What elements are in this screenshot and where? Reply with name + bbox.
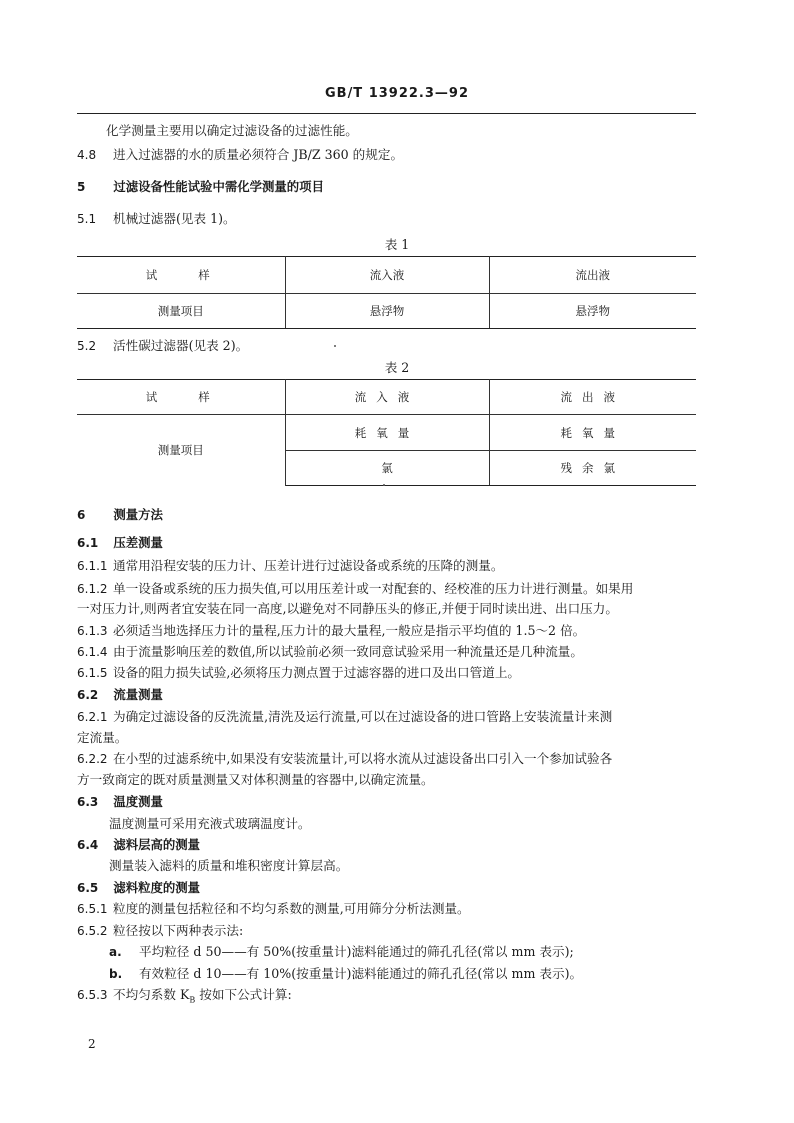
paragraph-line: 测量装入滤料的质量和堆积密度计算层高。 [109,858,349,873]
clause-text-tail: 按如下公式计算: [195,987,292,1002]
section-6-1-heading [77,534,696,552]
clause-5-2 [77,337,696,355]
section-number: 6.2 [77,688,99,702]
clause-4-8 [77,146,696,164]
clause-6-2-2 [77,750,696,768]
table-cell: 试 样 [77,380,285,415]
table-2 [77,379,696,486]
clause-text: 设备的阻力损失试验,必须将压力测点置于过滤容器的进口及出口管道上。 [113,665,521,680]
clause-text: 活性碳过滤器(见表 2)。 [113,338,249,353]
section-title: 滤料层高的测量 [113,837,201,852]
section-title: 压差测量 [113,535,163,550]
clause-text: 通常用沿程安装的压力计、压差计进行过滤设备或系统的压降的测量。 [113,558,504,573]
table-cell: 耗氧量 [285,415,489,451]
section-title: 流量测量 [113,687,163,702]
clause-number: 6.5.3 [77,988,108,1002]
clause-6-5-2 [77,922,696,940]
clause-text: 进入过滤器的水的质量必须符合 JB/Z 360 的规定。 [113,147,404,162]
clause-number: 6.1.5 [77,666,108,680]
table-cell: 流出液 [489,380,696,415]
section-number: 6.3 [77,795,99,809]
section-title: 测量方法 [113,507,163,522]
clause-6-1-1 [77,557,696,575]
section-title: 温度测量 [113,794,163,809]
paragraph-line: 方一致商定的既对质量测量又对体积测量的容器中,以确定流量。 [77,772,434,787]
section-number: 5 [77,180,86,194]
section-number: 6.4 [77,838,99,852]
clause-text: 由于流量影响压差的数值,所以试验前必须一致同意试验采用一种流量还是几种流量。 [113,644,583,659]
clause-text: 单一设备或系统的压力损失值,可以用压差计或一对配套的、经校准的压力计进行测量。如果用 [113,581,634,596]
clause-number: 6.1.1 [77,559,108,573]
list-item-b [109,965,728,983]
table-cell: 悬浮物 [285,294,489,329]
clause-number: 6.2.2 [77,752,108,766]
clause-6-2-1 [77,708,696,726]
standard-code-header: GB/T 13922.3—92 [324,86,470,101]
table-cell: 试 样 [77,257,285,294]
clause-number: 4.8 [77,148,97,162]
clause-6-5-1 [77,900,696,918]
paragraph-line: 定流量。 [77,730,128,745]
clause-6-5-3 [77,986,696,1010]
clause-number: 6.5.1 [77,902,108,916]
paragraph-line: 化学测量主要用以确定过滤设备的过滤性能。 [106,123,358,138]
clause-number: 6.5.2 [77,924,108,938]
table-row [77,257,696,294]
clause-text: 不均匀系数 K [113,987,190,1002]
scan-speck [334,345,336,347]
scan-speck [383,484,385,486]
table-cell: 流出液 [489,257,696,294]
table-cell: 氯 [285,451,489,486]
table-cell: 耗氧量 [489,415,696,451]
list-item-a [109,943,728,961]
clause-text: 粒径按以下两种表示法: [113,923,244,938]
clause-6-1-4 [77,643,696,661]
section-title: 过滤设备性能试验中需化学测量的项目 [113,179,324,194]
table-cell: 流入液 [285,380,489,415]
page-number: 2 [88,1037,96,1051]
list-label: a. [109,945,122,959]
clause-6-1-3 [77,622,696,640]
clause-number: 5.2 [77,339,97,353]
clause-5-1 [77,210,696,228]
table-cell: 残余氯 [489,451,696,486]
list-text: 有效粒径 d 10——有 10%(按重量计)滤料能通过的筛孔孔径(常以 mm 表示)。 [139,966,583,981]
subscript: B [189,995,196,1005]
section-6-3-heading [77,793,696,811]
section-6-heading [77,506,696,524]
table-cell: 悬浮物 [489,294,696,329]
section-number: 6.5 [77,881,99,895]
section-title: 滤料粒度的测量 [113,880,201,895]
list-label: b. [109,967,123,981]
table-cell: 测量项目 [77,294,285,329]
table-2-caption: 表 2 [384,360,410,375]
table-cell: 测量项目 [77,415,285,486]
section-5-heading [77,178,696,196]
clause-number: 6.1.4 [77,645,108,659]
table-row [77,415,696,451]
table-row [77,294,696,329]
section-number: 6.1 [77,536,99,550]
clause-text: 机械过滤器(见表 1)。 [113,211,236,226]
clause-number: 5.1 [77,212,97,226]
table-row [77,380,696,415]
clause-number: 6.1.2 [77,582,108,596]
section-number: 6 [77,508,86,522]
clause-text: 必须适当地选择压力计的量程,压力计的最大量程,一般应是指示平均值的 1.5～2 倍。 [113,623,586,638]
table-cell: 流入液 [285,257,489,294]
section-6-2-heading [77,686,696,704]
clause-text: 粒度的测量包括粒径和不均匀系数的测量,可用筛分分析法测量。 [113,901,470,916]
table-1-caption: 表 1 [384,237,410,252]
section-6-5-heading [77,879,696,897]
list-text: 平均粒径 d 50——有 50%(按重量计)滤料能通过的筛孔孔径(常以 mm 表示); [139,944,574,959]
clause-number: 6.1.3 [77,624,108,638]
clause-text: 为确定过滤设备的反洗流量,清洗及运行流量,可以在过滤设备的进口管路上安装流量计来测 [113,709,613,724]
clause-text: 在小型的过滤系统中,如果没有安装流量计,可以将水流从过滤设备出口引入一个参加试验各 [113,751,613,766]
section-6-4-heading [77,836,696,854]
clause-6-1-2 [77,580,696,598]
clause-number: 6.2.1 [77,710,108,724]
table-1 [77,256,696,329]
clause-6-1-5 [77,664,696,682]
paragraph-line: 一对压力计,则两者宜安装在同一高度,以避免对不同静压头的修正,并便于同时读出进、出口压力。 [77,601,618,616]
paragraph-line: 温度测量可采用充液式玻璃温度计。 [109,816,311,831]
header-rule [77,113,696,114]
